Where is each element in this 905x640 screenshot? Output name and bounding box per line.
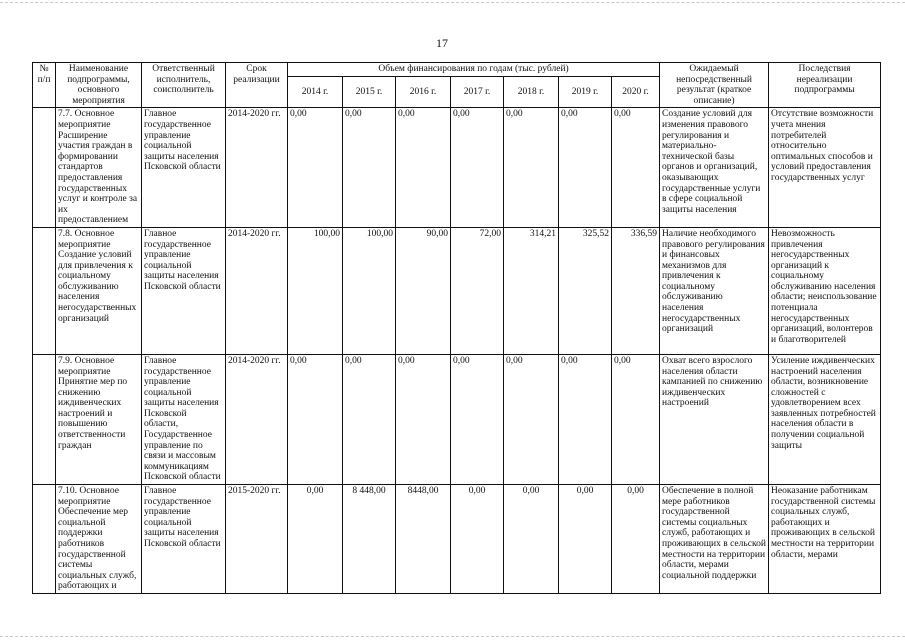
row-name: 7.7. Основное мероприятие Расширение участия граждан в формировании стандартов предоставления государственных услуг и контроле за их предоставлением: [56, 108, 142, 228]
row-value: 100,00: [288, 227, 343, 354]
header-num: № п/п: [33, 63, 56, 108]
header-name: Наименование подпрограммы, основного мероприятия: [56, 63, 142, 108]
row-value: 0,00: [288, 108, 343, 228]
row-num: [33, 354, 56, 484]
row-result: Наличие необходимого правового регулирования и финансовых механизмов для привлечения к социальному обслуживанию населения негосударственных организаций: [660, 227, 769, 354]
row-period: 2014-2020 гг.: [226, 108, 288, 228]
row-value: 0,00: [396, 108, 451, 228]
row-value: 336,59: [612, 227, 660, 354]
row-value: 0,00: [504, 485, 559, 594]
row-value: 0,00: [612, 354, 660, 484]
row-value: 72,00: [451, 227, 504, 354]
row-value: 90,00: [396, 227, 451, 354]
row-value: 100,00: [343, 227, 396, 354]
header-row: [33, 63, 881, 77]
page-number: 17: [436, 36, 448, 50]
row-value: 0,00: [288, 354, 343, 484]
row-executor: Главное государственное управление социальной защиты населения Псковской области: [142, 227, 226, 354]
row-period: 2014-2020 гг.: [226, 354, 288, 484]
row-result: Охват всего взрослого населения области кампанией по снижению иждивенческих настроений: [660, 354, 769, 484]
header-year: 2018 г.: [504, 77, 559, 108]
row-value: 0,00: [559, 485, 612, 594]
funding-plan-table: [32, 62, 881, 594]
row-name: 7.9. Основное мероприятие Принятие мер по снижению иждивенческих настроений и повышению ответственности граждан: [56, 354, 142, 484]
row-consequences: Неоказание работникам государственной системы социальных служб, работающих и проживающих в сельской местности на территории области, мерами: [769, 485, 881, 594]
header-year: 2015 г.: [343, 77, 396, 108]
row-value: 0,00: [451, 485, 504, 594]
row-name: 7.8. Основное мероприятие Создание условий для привлечения к социальному обслуживанию населения негосударственных организаций: [56, 227, 142, 354]
row-value: 0,00: [504, 354, 559, 484]
row-executor: Главное государственное управление социальной защиты населения Псковской области: [142, 108, 226, 228]
header-funding: Объем финансирования по годам (тыс. рублей): [288, 63, 660, 77]
row-period: 2015-2020 гг.: [226, 485, 288, 594]
row-period: 2014-2020 гг.: [226, 227, 288, 354]
row-value: 0,00: [612, 108, 660, 228]
row-value: 314,21: [504, 227, 559, 354]
header-consequences: Последствия нереализации подпрограммы: [769, 63, 881, 108]
row-executor: Главное государственное управление социальной защиты населения Псковской области, Государственное управление по связи и массовым коммуникациям Псковской области: [142, 354, 226, 484]
table-row: [33, 108, 881, 228]
row-value: 0,00: [451, 354, 504, 484]
row-value: 8448,00: [396, 485, 451, 594]
row-value: 8 448,00: [343, 485, 396, 594]
row-value: 0,00: [559, 108, 612, 228]
header-period: Срок реализации: [226, 63, 288, 108]
row-num: [33, 485, 56, 594]
header-year: 2016 г.: [396, 77, 451, 108]
scan-edge-top: [0, 2, 905, 3]
row-value: 325,52: [559, 227, 612, 354]
row-value: 0,00: [451, 108, 504, 228]
row-value: 0,00: [343, 354, 396, 484]
row-consequences: Невозможность привлечения негосударственных организаций к социальному обслуживанию населения области; неиспользование потенциала негосударственных организаций, волонтеров и благотворителей: [769, 227, 881, 354]
row-result: Обеспечение в полной мере работников государственной системы социальных служб, работающих и проживающих в сельской местности на территории области, мерами социальной поддержки: [660, 485, 769, 594]
table-row: [33, 227, 881, 354]
row-consequences: Усиление иждивенческих настроений населения области, возникновение сложностей с удовлетворением всех заявленных потребностей населения области в получении социальной защиты: [769, 354, 881, 484]
row-consequences: Отсутствие возможности учета мнения потребителей относительно оптимальных способов и условий предоставления государственных услуг: [769, 108, 881, 228]
header-year: 2014 г.: [288, 77, 343, 108]
row-value: 0,00: [612, 485, 660, 594]
row-num: [33, 227, 56, 354]
row-value: 0,00: [288, 485, 343, 594]
header-year: 2017 г.: [451, 77, 504, 108]
row-value: 0,00: [559, 354, 612, 484]
header-result: Ожидаемый непосредственный результат (краткое описание): [660, 63, 769, 108]
table-row: [33, 485, 881, 594]
table-row: [33, 354, 881, 484]
header-year: 2020 г.: [612, 77, 660, 108]
row-executor: Главное государственное управление социальной защиты населения Псковской области: [142, 485, 226, 594]
row-value: 0,00: [343, 108, 396, 228]
scan-edge-bottom: [0, 636, 905, 637]
row-result: Создание условий для изменения правового регулирования и материально-технической базы органов и организаций, оказывающих государственные услуги в сфере социальной защиты населения: [660, 108, 769, 228]
row-name: 7.10. Основное мероприятие Обеспечение мер социальной поддержки работников государственной системы социальных служб, работающих и: [56, 485, 142, 594]
header-executor: Ответственный исполнитель, соисполнитель: [142, 63, 226, 108]
header-year: 2019 г.: [559, 77, 612, 108]
row-value: 0,00: [504, 108, 559, 228]
row-num: [33, 108, 56, 228]
row-value: 0,00: [396, 354, 451, 484]
